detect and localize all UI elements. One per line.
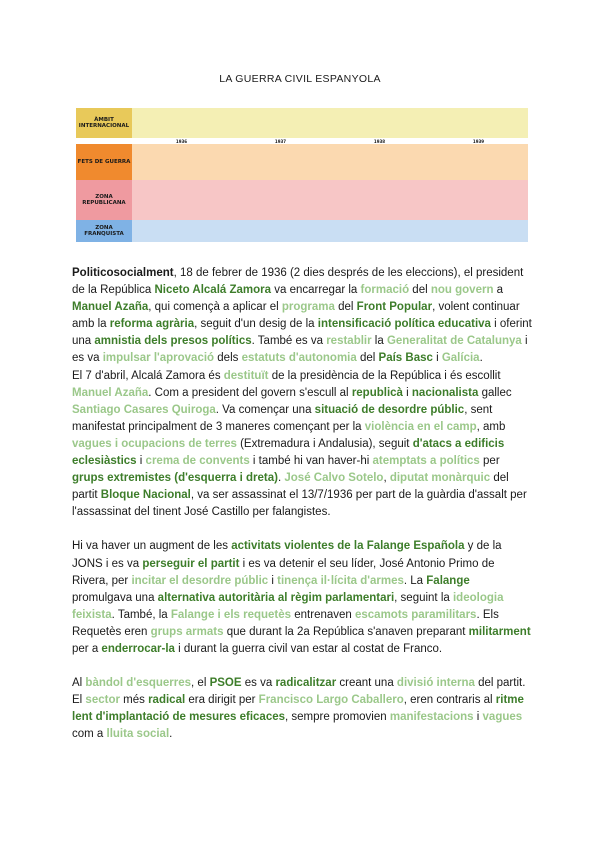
text-span: . — [169, 728, 173, 741]
text-span: , — [383, 472, 390, 485]
text-span: . També, la — [111, 608, 171, 621]
year-label: 1937 — [274, 138, 287, 144]
band-label-francoist: ZONA FRANQUISTA — [76, 220, 132, 242]
band-label-republican: ZONA REPUBLICANA — [76, 180, 132, 220]
text-span: escamots paramilitars — [355, 608, 477, 621]
text-span: restablir — [326, 335, 372, 348]
text-span: , eren contraris al — [403, 694, 496, 707]
text-span: tinença il·lícita d'armes — [277, 574, 404, 587]
text-span: era dirigit per — [185, 694, 259, 707]
text-span: Al — [72, 677, 86, 690]
text-span: ritme lent d'implantació de mesures eficaces — [72, 694, 524, 724]
text-span: i es va — [72, 335, 528, 365]
text-span: . — [277, 472, 285, 485]
year-label: 1938 — [373, 138, 386, 144]
band-international — [76, 108, 528, 138]
text-span: José Calvo Sotelo — [284, 472, 384, 485]
text-span: enderrocar-la — [101, 642, 175, 655]
text-span: crema de convents — [145, 455, 250, 468]
text-span: reforma agrària — [109, 318, 195, 331]
text-span: del partit — [72, 472, 509, 502]
text-span: per — [479, 455, 500, 468]
text-span: . Va començar una — [215, 403, 315, 416]
text-span: Manuel Azaña — [72, 301, 149, 314]
text-span: dels — [214, 352, 242, 365]
text-span: grups extremistes (d'esquerra i dreta) — [72, 472, 278, 485]
text-span: programa — [281, 301, 335, 314]
text-span: incitar el desordre públic — [131, 574, 269, 587]
band-francoist — [76, 220, 528, 242]
text-span: , seguit d'un desig de la — [194, 318, 318, 331]
text-span: militarment — [468, 625, 531, 638]
text-span: sector — [85, 694, 120, 707]
band-republican — [76, 180, 528, 220]
text-span: bàndol d'esquerres — [85, 677, 192, 690]
text-span: i durant la guerra civil van estar al costat de Franco. — [174, 642, 443, 655]
text-span: País Basc — [378, 352, 433, 365]
text-span: violència en el camp — [364, 420, 477, 433]
text-span: situació de desordre públic — [314, 403, 465, 416]
band-war-facts — [76, 144, 528, 180]
text-span: es va — [241, 677, 276, 690]
text-span: atemptats a polítics — [372, 455, 480, 468]
text-span: que durant la 2a República s'anaven preparant — [223, 625, 469, 638]
text-span: vagues — [482, 711, 523, 724]
text-span: , seguint la — [394, 591, 453, 604]
timeline-chart — [76, 108, 528, 242]
text-span: y de la JONS i es va — [72, 540, 502, 570]
page-title: LA GUERRA CIVIL ESPANYOLA — [219, 73, 381, 85]
text-span: gallec — [478, 386, 512, 399]
text-span: entrenaven — [291, 608, 355, 621]
text-span: PSOE — [209, 677, 242, 690]
text-span: promulgava una — [72, 591, 158, 604]
text-span: Galícia — [441, 352, 480, 365]
text-span: Manuel Azaña — [72, 386, 149, 399]
text-span: i — [136, 455, 146, 468]
text-span: Front Popular — [356, 301, 433, 314]
text-span: . Els Requetès eren — [72, 608, 499, 638]
paragraph-1 — [72, 265, 532, 521]
text-span: i oferint una — [72, 318, 532, 348]
text-span: . La — [403, 574, 427, 587]
text-span: i — [432, 352, 442, 365]
text-span: . També es va — [251, 335, 327, 348]
text-span: (Extremadura i Andalusia), seguit — [236, 437, 413, 450]
text-span: Politicosocialment — [72, 267, 174, 279]
year-label: 1939 — [472, 138, 485, 144]
paragraph-2 — [72, 538, 532, 658]
text-span: i es va detenir el seu líder, José Antonio Primo de Rivera, per — [72, 557, 495, 587]
text-span: Hi va haver un augment de les — [72, 540, 232, 553]
text-span: Falange i els requetès — [170, 608, 292, 621]
text-span: radical — [148, 694, 186, 707]
text-span: amnistia dels presos polítics — [94, 335, 252, 348]
text-span: impulsar l'aprovació — [102, 352, 215, 365]
text-span: El 7 d'abril, Alcalá Zamora és — [72, 369, 224, 382]
text-span: republicà — [351, 386, 403, 399]
text-span: Bloque Nacional — [100, 489, 191, 502]
text-span: , va ser assassinat el 13/7/1936 per part de la guàrdia d'assalt per l'assassinat del tinent José Castillo per falangistes. — [72, 489, 527, 519]
text-span: del — [356, 352, 379, 365]
text-span: alternativa autoritària al règim parlamentari — [157, 591, 395, 604]
text-span: , amb — [476, 420, 506, 433]
text-span: del — [334, 301, 357, 314]
text-span: , el — [191, 677, 210, 690]
paragraph-3 — [72, 675, 532, 743]
text-span: formació — [360, 284, 410, 297]
text-span: grups armats — [150, 625, 224, 638]
text-span: va encarregar la — [271, 284, 361, 297]
text-span: més — [119, 694, 149, 707]
band-label-international: ÀMBIT INTERNACIONAL — [76, 108, 132, 138]
text-span: del partit. El — [72, 677, 526, 707]
body-text — [72, 265, 532, 760]
text-span: vagues i ocupacions de terres — [72, 437, 237, 450]
text-span: activitats violentes de la Falange Española — [231, 540, 465, 553]
text-span: , volent continuar amb la — [72, 301, 520, 331]
text-span: i — [268, 574, 278, 587]
text-span: nou govern — [430, 284, 494, 297]
text-span: diputat monàrquic — [389, 472, 491, 485]
text-span: Falange — [426, 574, 470, 587]
text-span: la — [371, 335, 387, 348]
text-span: destituït — [223, 369, 269, 382]
text-span: , qui començà a aplicar el — [148, 301, 282, 314]
text-span: manifestacions — [389, 711, 474, 724]
text-span: . — [479, 352, 483, 365]
text-span: com a — [72, 728, 107, 741]
text-span: radicalitzar — [275, 677, 337, 690]
text-span: Santiago Casares Quiroga — [72, 403, 216, 416]
text-span: de la presidència de la República i és escollit — [268, 369, 501, 382]
text-span: nacionalista — [411, 386, 479, 399]
text-span: . Com a president del govern s'escull al — [148, 386, 352, 399]
text-span: d'atacs a edificis eclesiàstics — [72, 437, 505, 468]
text-span: intensificació política educativa — [317, 318, 491, 331]
text-span: , sempre promovien — [285, 711, 390, 724]
year-label: 1936 — [175, 138, 188, 144]
text-span: perseguir el partit — [142, 557, 240, 570]
text-span: Niceto Alcalá Zamora — [154, 284, 272, 297]
band-label-war-facts: FETS DE GUERRA — [76, 144, 132, 180]
text-span: estatuts d'autonomia — [241, 352, 357, 365]
text-span: i — [402, 386, 412, 399]
text-span: Generalitat de Catalunya — [386, 335, 522, 348]
text-span: , 18 de febrer de 1936 (2 dies després de les eleccions), el president de la República — [72, 267, 524, 297]
text-span: i també hi van haver-hi — [249, 455, 373, 468]
text-span: del — [409, 284, 431, 297]
text-span: per a — [72, 642, 102, 655]
text-span: Francisco Largo Caballero — [258, 694, 404, 707]
text-span: a — [493, 284, 504, 297]
text-span: i — [473, 711, 483, 724]
text-span: ideologia feixista — [72, 591, 504, 621]
text-span: divisió interna — [396, 677, 475, 690]
text-span: , sent manifestat principalment de 3 maneres començant per la — [72, 403, 493, 433]
text-span: creant una — [336, 677, 397, 690]
text-span: lluita social — [106, 728, 170, 741]
